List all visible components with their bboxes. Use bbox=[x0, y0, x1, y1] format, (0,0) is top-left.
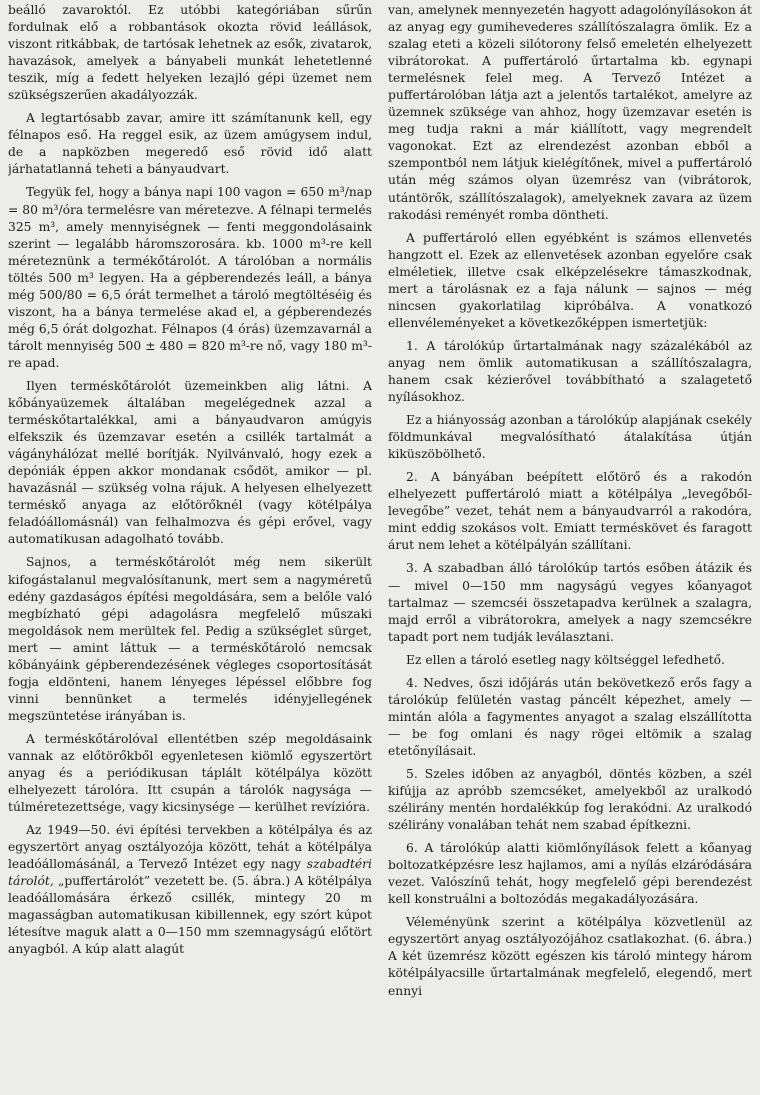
left-column-paragraph bbox=[8, 184, 372, 372]
paragraph-text: 4. Nedves, őszi időjárás után bekövetkező erős fagy a tárolókúp felületén vastag páncélt képezhet, amely — mintán alóla a fagymentes anyagot a szalag elszállította — be fog omlani és nagy rögei eltömik a szalag etetőnyílásait. bbox=[388, 675, 752, 758]
paragraph-text: A legtartósabb zavar, amire itt számítanunk kell, egy félnapos eső. Ha reggel esik, az üzem amúgysem indul, de a napközben megeredő eső rövid idő alatt járhatatlanná teheti a bányaudvart. bbox=[8, 111, 372, 177]
right-column-paragraph bbox=[388, 766, 752, 834]
left-column-paragraph bbox=[8, 731, 372, 816]
right-column-paragraph bbox=[388, 338, 752, 406]
paragraph-text: Véleményünk szerint a kötélpálya közvetlenül az egyszertört anyag osztályozójához csatlakozhat. (6. ábra.) A két üzemrész között egészen kis tároló mintegy három kötélpályacsille űrtartalmának megfelelő, elegendő, mert ennyi bbox=[388, 915, 752, 998]
left-column bbox=[8, 2, 372, 1095]
right-column-paragraph bbox=[388, 2, 752, 224]
left-column-paragraph bbox=[8, 554, 372, 724]
paragraph-text: A puffertároló ellen egyébként is számos ellenvetés hangzott el. Ezek az ellenvetések azonban egyelőre csak elméletiek, illetve csak elképzelésekre támaszkodnak, mert a tárolásnak ez a faja nálunk — sajnos — még nincsen gyakorlatilag kipróbálva. A vonatkozó ellenvéleményeket a következőképpen ismertetjük: bbox=[388, 230, 752, 330]
paragraph-text: 1. A tárolókúp űrtartalmának nagy százalékából az anyag nem ömlik automatikusan a szállítószalagra, hanem csak kézierővel továbbítható a szalagetető nyílásokhoz. bbox=[388, 338, 752, 405]
paragraph-text: 2. A bányában beépített előtörő és a rakodón elhelyezett puffertároló miatt a kötélpálya „levegőből-levegőbe” vezet, tehát nem a bányaudvarról a rakodóra, mint eddig szokásos volt. Emiatt terméskövet és faragott árut nem lehet a kötélpályán szállítani. bbox=[388, 470, 752, 553]
right-column-paragraph bbox=[388, 230, 752, 332]
paragraph-text: van, amelynek mennyezetén hagyott adagolónyílásokon át az anyag egy gumihevederes szállítószalagra ömlik. Ez a szalag eteti a közeli silótorony felső emeletén elhelyezett vibrátorokat. A puffertároló űrtartalma kb. egynapi termelésnek felel meg. A Tervező Intézet a puffertárolóban látja azt a jelentős tartalékot, amelyre az üzemnek szüksége van ahhoz, hogy üzemzavar esetén is meg tudja rakni a már kiállított, vagy megrendelt vagonokat. Ezt az elrendezést azonban ebből a szempontból nem látjuk kielégítőnek, mivel a puffertároló után még számos olyan üzemrész van (vibrátorok, utántörők, szállítószalagok), amelyeknek zavara az üzem rakodási reményét romba döntheti. bbox=[388, 3, 752, 222]
paragraph-text: 6. A tárolókúp alatti kiömlőnyílások felett a kőanyag boltozatképzésre lesz hajlamos, ami a nyílás elzáródására vezet. Valószínű tehát, hogy megfelelő gépi berendezést kell konstruálni a boltozódás megakadályozására. bbox=[388, 841, 752, 907]
right-column-paragraph bbox=[388, 652, 752, 669]
paragraph-text: Az 1949—50. évi építési tervekben a kötélpálya és az egyszertört anyag osztályozója között, tehát a kötélpálya leadóállomásánál, a Tervező Intézet egy nagy bbox=[8, 823, 372, 872]
right-column-paragraph bbox=[388, 412, 752, 463]
paragraph-text: Ilyen terméskőtárolót üzemeinkben alig látni. A kőbányaüzemek általában megelégednek azzal a terméskőtartalékkal, ami a bányaudvaron amúgyis elfekszik és üzemzavar esetén a csillék tartalmát a vágányhálózat mellé borítják. Nyilvánvaló, hogy ezek a depóniák éppen akkor mondanak csődöt, amikor — pl. havazásnál — szükség volna rájuk. A helyesen elhelyezett terméskő anyaga az előtörőknél (vagy kötélpálya feladóállomásnál) van felhalmozva és gépi erővel, vagy automatikusan adagolható tovább. bbox=[8, 378, 372, 547]
paragraph-text: 5. Szeles időben az anyagból, döntés közben, a szél kifújja az apróbb szemcséket, amelyekből az uralkodó szélirány mentén hordalékkúp fog lerakódni. Az uralkodó szélirány vonalában tehát nem szabad építkezni. bbox=[388, 766, 752, 833]
right-column-paragraph bbox=[388, 469, 752, 554]
paragraph-text: A terméskőtárolóval ellentétben szép megoldásaink vannak az előtörőkből egyenletesen kiömlő egyszertört anyag és a periódikusan táplált kötélpálya között elhelyezett tárolóra. Itt csupán a tárolók nagysága — túlméretezettsége, vagy kicsinysége — kerülhet revízióra. bbox=[8, 731, 372, 815]
right-column-paragraph bbox=[388, 560, 752, 645]
right-column-paragraph bbox=[388, 914, 752, 999]
right-column bbox=[388, 2, 752, 1095]
paragraph-text: 3. A szabadban álló tárolókúp tartós esőben átázik és — mivel 0—150 mm nagyságú vegyes kőanyagot tartalmaz — szemcséi összetapadva kerülnek a szalagra, majd erről a vibrátorokra, amelyek a nagy szemcsékre tapadt port nem tudják leválasztani. bbox=[388, 561, 752, 644]
left-column-paragraph bbox=[8, 822, 372, 958]
paragraph-text: beálló zavaroktól. Ez utóbbi kategóriában sűrűn fordulnak elő a robbantások okozta rövid leállások, viszont ritkábbak, de tartósak lehetnek az esők, zivatarok, havazások, amelyek a bányabeli munkát lehetetlenné teszik, míg a fedett helyeken lezajló gépi üzemet nem szükségszerűen akadályozzák. bbox=[8, 3, 372, 103]
paragraph-text: „puffertárolót” vezetett be. (5. ábra.) A kötélpálya leadóállomására érkező csillék, mintegy 20 m magasságban automatikusan kibillennek, egy szórt kúpot létesítve maguk alatt a 0—150 mm szemnagyságú előtört anyagból. A kúp alatt alagút bbox=[8, 874, 372, 957]
left-column-paragraph bbox=[8, 378, 372, 548]
right-column-paragraph bbox=[388, 840, 752, 908]
left-column-paragraph bbox=[8, 110, 372, 178]
paragraph-text: Ez a hiányosság azonban a tárolókúp alapjának csekély földmunkával megvalósítható átalakítása útján kiküszöbölhető. bbox=[388, 413, 752, 462]
paragraph-text: Tegyük fel, hogy a bánya napi 100 vagon = 650 m³/nap = 80 m³/óra termelésre van méretezve. A félnapi termelés 325 m³, amely mennyiségnek — fenti meggondolásaink szerint — legalább háromszorosára. kb. 1000 m³-re kell méreteznünk a termékőtárolót. A tárolóban a normális töltés 500 m³ legyen. Ha a gépberendezés leáll, a bánya még 500/80 = 6,5 órát termelhet a tároló megtöltéséig és viszont, ha a bánya termelése akad el, a gépberendezés még 6,5 órát dolgozhat. Félnapos (4 órás) üzemzavarnál a tárolt mennyiség 500 ± 480 = 820 m³-re nő, vagy 180 m³-re apad. bbox=[8, 185, 372, 370]
right-column-paragraph bbox=[388, 675, 752, 760]
paragraph-text: Sajnos, a terméskőtárolót még nem sikerült kifogástalanul megvalósítanunk, mert sem a nagyméretű edény gazdaságos építési megoldására, sem a belőle való megbízható gépi adagolásra megfelelő műszaki megoldások nem merültek fel. Pedig a szükséglet sürget, mert — amint láttuk — a terméskőtároló nemcsak kőbányáink gépberendezésének végleges csoportosítását fogja eldönteni, hanem lényeges lépéssel előbbre fog vinni bennünket a termelés idényjellegének megszüntetése irányában is. bbox=[8, 555, 372, 723]
paragraph-text: Ez ellen a tároló esetleg nagy költséggel lefedhető. bbox=[406, 652, 725, 667]
italic-phrase: szabadtéri tárolót, bbox=[8, 857, 372, 889]
left-column-paragraph bbox=[8, 2, 372, 104]
